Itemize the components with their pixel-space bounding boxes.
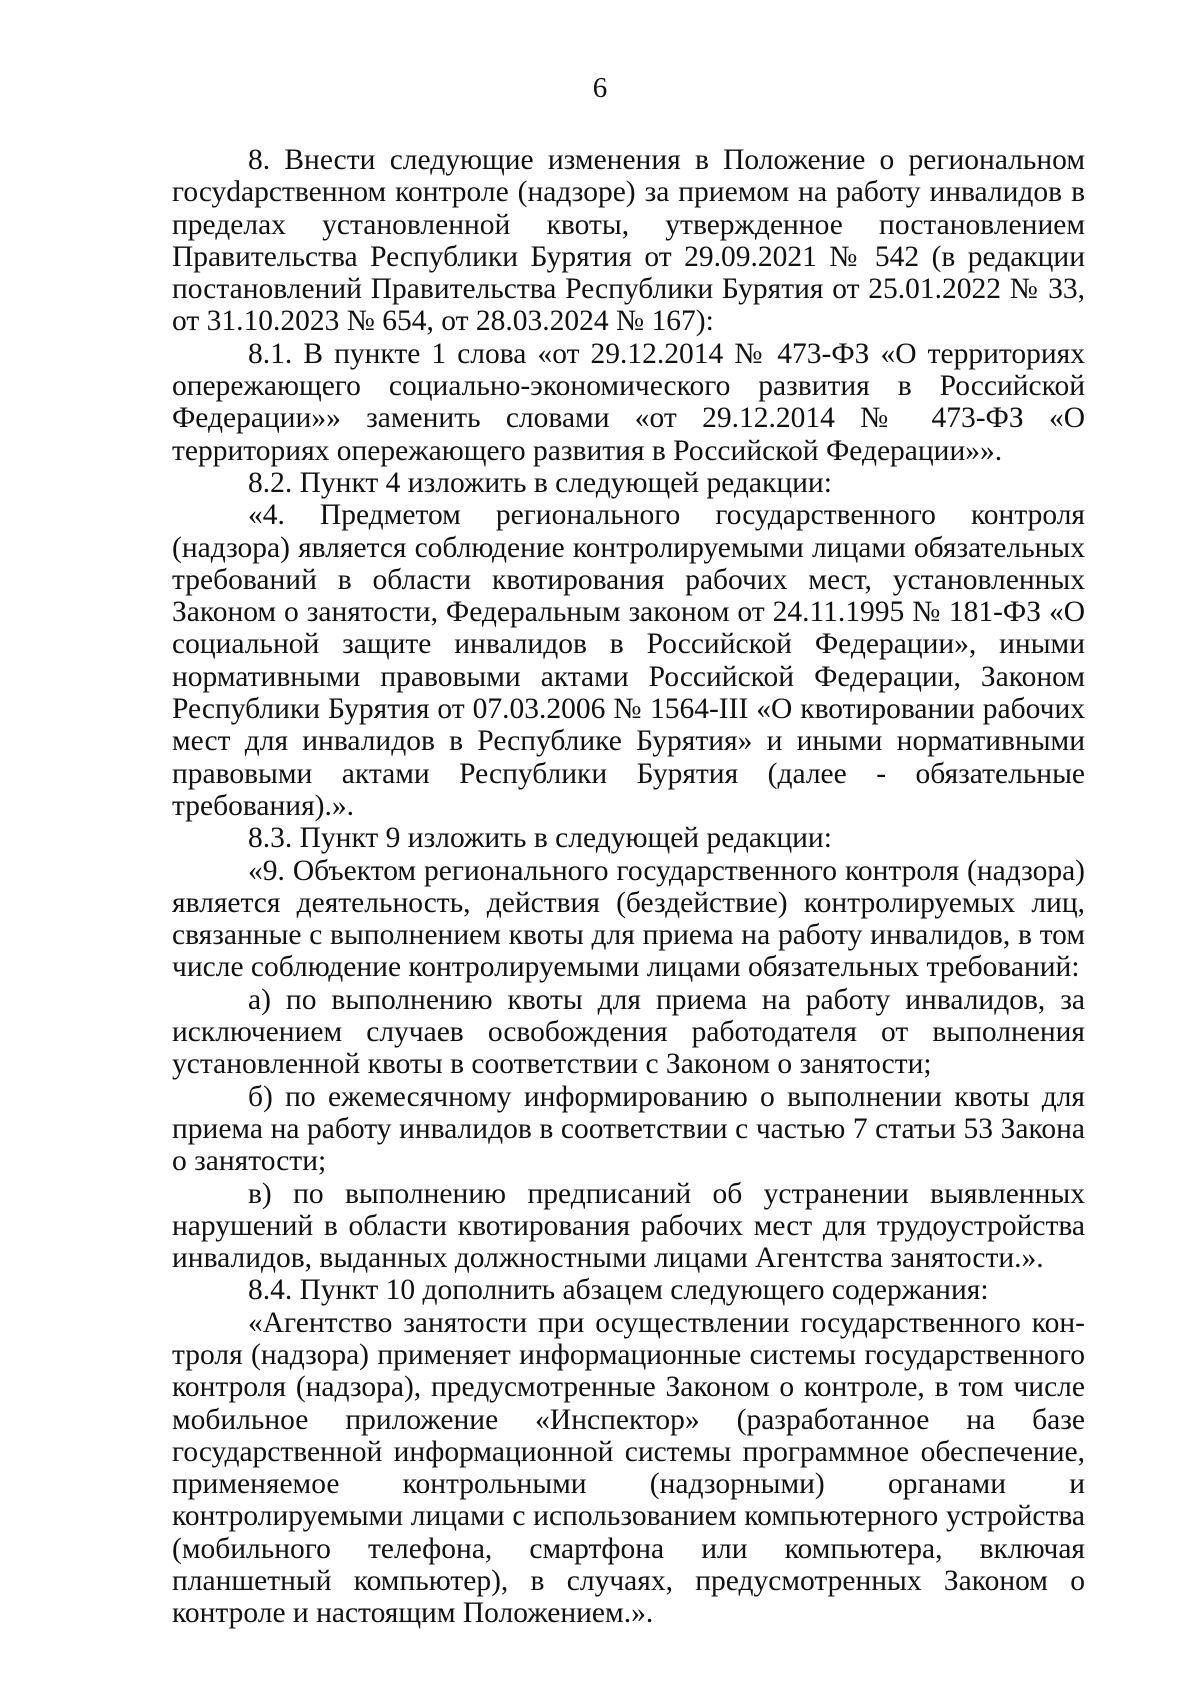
paragraph-subclause-b: б) по ежемесячному информированию о выполнении квоты для приема на работу инвалидов в соответствии с частью 7 статьи 53 Закона о занятости; xyxy=(172,1080,1085,1178)
paragraph-item-8-1: 8.1. В пункте 1 слова «от 29.12.2014 № 473-ФЗ «О территориях опережающего социально-экономического развития в Российской Федерации»» заменить словами «от 29.12.2014 № 473-ФЗ «О территориях опережающего развития в Российской Федерации»». xyxy=(172,337,1085,467)
paragraph-subclause-v: в) по выполнению предписаний об устранении выявленных нарушений в области квотирования рабочих мест для трудоустройства инвалидов, выданных должностными лицами Агентства занятости.». xyxy=(172,1177,1085,1275)
paragraph-item-8-3: 8.3. Пункт 9 изложить в следующей редакции: xyxy=(248,822,832,855)
page-number: 6 xyxy=(592,72,608,104)
document-body xyxy=(172,144,1085,1630)
paragraph-item-8-2: 8.2. Пункт 4 изложить в следующей редакции: xyxy=(248,466,832,499)
paragraph-clause-9: «9. Объектом регионального государственного контроля (надзора) является деятельность, действия (бездействие) контролируемых лиц, связанные с выполнением квоты для приема на работу инвалидов, в том числе соблюдение контролируемыми лицами обязательных требований: xyxy=(172,854,1085,984)
paragraph-item-8: 8. Внести следующие изменения в Положение о региональном госуdарственном контроле (надзоре) за приемом на работу инвалидов в пределах установленной квоты, утвержденное постановлением Правительства Республики Бурятия от 29.09.2021 № 542 (в редакции постановлений Правительства Республики Бурятия от 25.01.2022 № 33, от 31.10.2023 № 654, от 28.03.2024 № 167): xyxy=(172,144,1085,338)
paragraph-clause-10-addition: «Агентство занятости при осуществлении государственного контроля (надзора) применяет информационные системы государственного контроля (надзора), предусмотренные Законом о контроле, в том числе мобильное приложение «Инспектор» (разработанное на базе государственной информационной системы программное обеспечение, применяемое контрольными (надзорными) органами и контролируемыми лицами с использованием компьютерного устройства (мобильного телефона, смартфона или компьютера, включая планшетный компьютер), в случаях, предусмотренных Законом о контроле и настоящим Положением.». xyxy=(172,1306,1085,1630)
paragraph-item-8-4: 8.4. Пункт 10 дополнить абзацем следующего содержания: xyxy=(248,1274,989,1307)
paragraph-subclause-a: а) по выполнению квоты для приема на работу инвалидов, за исключением случаев освобождения работодателя от выполнения установленной квоты в соответствии с Законом о занятости; xyxy=(172,983,1085,1081)
paragraph-clause-4: «4. Предметом регионального государственного контроля (надзора) является соблюдение контролируемыми лицами обязательных требований в области квотирования рабочих мест, установленных Законом о занятости, Федеральным законом от 24.11.1995 № 181-ФЗ «О социальной защите инвалидов в Российской Федерации», иными нормативными правовыми актами Российской Федерации, Законом Республики Бурятия от 07.03.2006 № 1564-III «О квотировании рабочих мест для инвалидов в Республике Бурятия» и иными нормативными правовыми актами Республики Бурятия (далее - обязательные требования).». xyxy=(172,499,1085,822)
